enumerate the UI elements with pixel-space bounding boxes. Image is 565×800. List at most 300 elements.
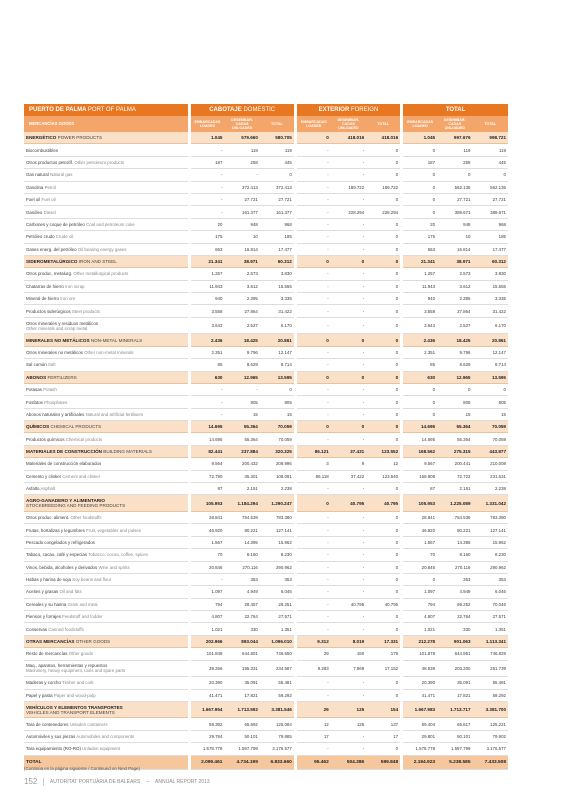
goods-label — [24, 396, 189, 408]
goods-label-en: IRON AND STEEL — [78, 259, 117, 265]
value-cell: 330 — [224, 623, 259, 635]
goods-label-en: Petrol — [44, 184, 57, 190]
goods-label-en: Other minerals and scrap metal — [26, 325, 88, 331]
value-cell: 189.722 — [366, 181, 401, 193]
value-cell: 794 — [402, 598, 437, 610]
goods-label-en: NON-METAL MINERALS — [90, 337, 143, 343]
value-cell: 46.920 — [189, 524, 224, 536]
value-cell: 968 — [260, 218, 295, 230]
value-cell: 0 — [366, 144, 401, 156]
value-cell: - — [331, 549, 366, 561]
value-cell: 0 — [402, 573, 437, 585]
value-cell: 9.796 — [224, 346, 259, 358]
value-cell: 0 — [366, 231, 401, 243]
goods-label — [24, 169, 189, 181]
goods-label-es: Otros produc. metalurg. — [26, 271, 73, 277]
cabotaje-header: CABOTAJE DOMESTIC — [189, 104, 295, 116]
goods-label-es: Otros productos petrolíf. — [26, 159, 74, 165]
goods-label-es: Asfalto — [26, 486, 40, 492]
goods-label — [24, 317, 189, 334]
table-row — [24, 561, 508, 573]
value-cell: 70.059 — [260, 421, 295, 433]
value-cell: - — [331, 511, 366, 523]
value-cell: - — [295, 743, 330, 755]
value-cell: 794 — [189, 598, 224, 610]
value-cell: 270.116 — [224, 561, 259, 573]
value-cell: 2.238 — [473, 483, 509, 495]
goods-label — [24, 743, 189, 755]
goods-label-es: Cemento y clinker — [26, 473, 62, 479]
value-cell: - — [189, 206, 224, 218]
value-cell: 55.364 — [224, 433, 259, 445]
value-cell: 5.238.585 — [437, 755, 472, 769]
value-cell: 1.021 — [402, 623, 437, 635]
goods-label — [24, 231, 189, 243]
value-cell: 212.278 — [402, 635, 437, 647]
value-cell: - — [295, 293, 330, 305]
goods-label-es: Tabaco, cacao, café y especias — [26, 552, 88, 558]
table-row — [24, 268, 508, 280]
value-cell: 200.432 — [224, 458, 259, 470]
goods-label-es: Gasolina — [26, 184, 44, 190]
value-cell: 9.796 — [437, 346, 472, 358]
value-cell: 29.784 — [189, 730, 224, 742]
value-cell: 0 — [402, 206, 437, 218]
value-cell: 15 — [260, 408, 295, 420]
goods-label — [24, 383, 189, 395]
value-cell: 2.194.923 — [402, 755, 437, 769]
table-row — [24, 743, 508, 755]
value-cell: 50.101 — [437, 730, 472, 742]
value-cell: 0 — [366, 193, 401, 205]
value-cell: 125.084 — [260, 718, 295, 730]
value-cell: - — [331, 743, 366, 755]
value-cell: 48.539 — [402, 660, 437, 677]
value-cell: 0 — [366, 371, 401, 383]
table-row — [24, 383, 508, 395]
value-cell: 125 — [331, 718, 366, 730]
table-row — [24, 598, 508, 610]
value-cell: 746.829 — [473, 648, 509, 660]
value-cell: 14.695 — [189, 433, 224, 445]
value-cell: 154 — [366, 701, 401, 718]
goods-label-es: ENERGÉTICO — [26, 135, 57, 141]
value-cell: 9.283 — [295, 660, 330, 677]
value-cell: 0 — [366, 334, 401, 346]
value-cell: 22.764 — [224, 611, 259, 623]
value-cell: - — [295, 346, 330, 358]
value-cell: 9.567 — [402, 458, 437, 470]
value-cell: 1.257 — [189, 268, 224, 280]
value-cell: 3.643 — [189, 317, 224, 334]
value-cell: - — [295, 169, 330, 181]
footer-report: ANNUAL REPORT 2013 — [155, 778, 210, 785]
value-cell: 187 — [189, 156, 224, 168]
value-cell: 21.341 — [189, 255, 224, 267]
value-cell: 6.046 — [260, 586, 295, 598]
table-row — [24, 396, 508, 408]
goods-label-es: Frutas, hortalizas y legumbres — [26, 527, 85, 533]
goods-label-en: Unladen containers — [69, 721, 108, 727]
value-cell: 0 — [295, 255, 330, 267]
value-cell: 72.790 — [189, 470, 224, 482]
goods-label-en: Iron scrap — [65, 283, 85, 289]
value-cell: - — [295, 144, 330, 156]
table-row — [24, 611, 508, 623]
col-loaded: EMBARCADAS LOADED — [295, 116, 330, 132]
port-title: PUERTO DE PALMA PORT OF PALMA — [24, 104, 189, 116]
value-cell: 9.564 — [189, 458, 224, 470]
footer-separator-dash: – — [146, 778, 150, 785]
value-cell: 1.021 — [189, 623, 224, 635]
value-cell: 11.943 — [402, 280, 437, 292]
value-cell: 663 — [189, 243, 224, 255]
value-cell: 0 — [331, 334, 366, 346]
value-cell: - — [331, 144, 366, 156]
value-cell: 15.555 — [473, 280, 509, 292]
value-cell: 86.121 — [295, 445, 330, 457]
page-number: 152 — [24, 777, 38, 786]
table-row — [24, 623, 508, 635]
table-row — [24, 718, 508, 730]
value-cell: 1.331.042 — [473, 495, 509, 512]
value-cell: - — [295, 623, 330, 635]
value-cell: - — [331, 231, 366, 243]
table-row — [24, 156, 508, 168]
value-cell: 0 — [331, 421, 366, 433]
value-cell: 185 — [260, 231, 295, 243]
value-cell: 18.425 — [224, 334, 259, 346]
value-cell: 2.573 — [224, 268, 259, 280]
goods-label — [24, 433, 189, 445]
value-cell: 187 — [402, 156, 437, 168]
value-cell: 4.949 — [437, 586, 472, 598]
goods-label-es: Biocombustibles — [26, 147, 58, 153]
value-cell: 562.135 — [473, 181, 509, 193]
value-cell: 59.292 — [260, 689, 295, 701]
value-cell: 17.152 — [366, 660, 401, 677]
value-cell: 3.612 — [437, 280, 472, 292]
value-cell: 20.390 — [189, 677, 224, 689]
value-cell: - — [331, 483, 366, 495]
value-cell: 69.252 — [437, 598, 472, 610]
value-cell: 258 — [224, 156, 259, 168]
goods-label — [24, 144, 189, 156]
value-cell: 86.118 — [295, 470, 330, 482]
value-cell: 85 — [189, 359, 224, 371]
port-statistics-table — [24, 104, 508, 770]
value-cell: 0 — [295, 132, 330, 144]
value-cell: 12.965 — [437, 371, 472, 383]
goods-label-es: Gasóleo — [26, 209, 43, 215]
goods-label-es: Otros minerales no metálicos — [26, 349, 83, 355]
value-cell: - — [331, 561, 366, 573]
value-cell: 17 — [295, 730, 330, 742]
value-cell: 202.966 — [189, 635, 224, 647]
value-cell: - — [295, 206, 330, 218]
goods-label — [24, 268, 189, 280]
value-cell: 22.764 — [437, 611, 472, 623]
value-cell: 8.714 — [473, 359, 509, 371]
goods-label — [24, 511, 189, 523]
goods-label — [24, 573, 189, 585]
value-cell: 1.184.294 — [224, 495, 259, 512]
value-cell: 119 — [224, 144, 259, 156]
goods-label-en: Chemical products — [65, 436, 103, 442]
value-cell: 28.841 — [402, 511, 437, 523]
goods-label-es: Automóviles y sus piezas — [26, 733, 76, 739]
value-cell: 237.884 — [224, 445, 259, 457]
value-cell: 20.390 — [402, 677, 437, 689]
exterior-header: EXTERIOR FOREIGN — [295, 104, 401, 116]
value-cell: 210.008 — [473, 458, 509, 470]
value-cell: 330 — [437, 623, 472, 635]
value-cell: 28.457 — [224, 598, 259, 610]
value-cell: 8.019 — [331, 635, 366, 647]
value-cell: 38.971 — [224, 255, 259, 267]
value-cell: 1.578.778 — [189, 743, 224, 755]
value-cell: - — [331, 433, 366, 445]
table-row — [24, 359, 508, 371]
value-cell: - — [295, 231, 330, 243]
value-cell: - — [331, 280, 366, 292]
value-cell: - — [331, 623, 366, 635]
value-cell: 9.312 — [295, 635, 330, 647]
value-cell: 70.059 — [473, 421, 509, 433]
value-cell: 0 — [366, 280, 401, 292]
value-cell: 20 — [402, 218, 437, 230]
value-cell: - — [331, 611, 366, 623]
value-cell: 119 — [473, 144, 509, 156]
value-cell: - — [331, 396, 366, 408]
value-cell: 228.294 — [366, 206, 401, 218]
value-cell: 59.404 — [402, 718, 437, 730]
value-cell: 37.422 — [331, 470, 366, 482]
goods-label-en: Paper and wood-pulp — [53, 692, 96, 698]
value-cell: 70 — [189, 549, 224, 561]
value-cell: 3.176.577 — [473, 743, 509, 755]
value-cell: 1.225.089 — [437, 495, 472, 512]
value-cell: 14.395 — [437, 536, 472, 548]
value-cell: 0 — [402, 169, 437, 181]
value-cell: 0 — [366, 536, 401, 548]
category-row — [24, 371, 508, 383]
value-cell: 200.441 — [437, 458, 472, 470]
goods-label-en: Phosphates — [44, 399, 68, 405]
value-cell: 3 — [295, 458, 330, 470]
goods-label-es: Gas natural — [26, 172, 49, 178]
value-cell: - — [295, 408, 330, 420]
value-cell: 108.091 — [260, 470, 295, 482]
goods-label-es: Chatarras de hierro — [26, 283, 64, 289]
goods-label-es: QUÍMICOS — [26, 424, 50, 430]
goods-label — [24, 495, 189, 512]
value-cell: 119 — [437, 144, 472, 156]
goods-label-en: Asphalt — [40, 486, 56, 492]
goods-label — [24, 193, 189, 205]
value-cell: 60.312 — [473, 255, 509, 267]
value-cell: 783.380 — [260, 511, 295, 523]
value-cell: 29.251 — [260, 598, 295, 610]
value-cell: 663 — [402, 243, 437, 255]
value-cell: 27.721 — [224, 193, 259, 205]
goods-label — [24, 280, 189, 292]
goods-label-es: Productos siderúrgicos — [26, 308, 71, 314]
value-cell: 2.395 — [224, 293, 259, 305]
value-cell: 8.629 — [437, 359, 472, 371]
value-cell: 72.723 — [437, 470, 472, 482]
value-cell: 0 — [366, 169, 401, 181]
value-cell: 179 — [366, 648, 401, 660]
value-cell: 0 — [437, 383, 472, 395]
table-row — [24, 536, 508, 548]
table-body — [24, 132, 508, 769]
value-cell: 0 — [366, 421, 401, 433]
value-cell: 11.943 — [189, 280, 224, 292]
value-cell: - — [331, 268, 366, 280]
value-cell: 228.294 — [331, 206, 366, 218]
value-cell: 0 — [366, 573, 401, 585]
table-row — [24, 305, 508, 317]
goods-label-es: Resto de mercancías — [26, 651, 68, 657]
goods-label-es: Maderas y corcho — [26, 680, 61, 686]
goods-label-en: Canned foodstuffs — [48, 626, 84, 632]
value-cell: 87 — [402, 483, 437, 495]
goods-label-es: Gases energ. del petróleo — [26, 246, 77, 252]
value-cell: 20.846 — [189, 561, 224, 573]
goods-label-en: Soy beans and flour — [72, 577, 112, 583]
category-row — [24, 701, 508, 718]
value-cell: 35.091 — [437, 677, 472, 689]
goods-label-en: VEHICLES AND TRANSPORT ELEMENTS — [26, 709, 115, 715]
value-cell: 125.221 — [473, 718, 509, 730]
value-cell: 55.481 — [473, 677, 509, 689]
value-cell: - — [331, 573, 366, 585]
value-cell: 1.713.717 — [437, 701, 472, 718]
value-cell: 168.562 — [402, 445, 437, 457]
goods-label-es: Materiales de construcción elaborados — [26, 461, 102, 467]
value-cell: 0 — [366, 218, 401, 230]
value-cell: 6.170 — [473, 317, 509, 334]
value-cell: 59.292 — [473, 689, 509, 701]
value-cell: 1.597.799 — [437, 743, 472, 755]
value-cell: 0 — [295, 371, 330, 383]
goods-label — [24, 483, 189, 495]
value-cell: 8.230 — [473, 549, 509, 561]
value-cell: 2.436 — [189, 334, 224, 346]
value-cell: 123.552 — [366, 445, 401, 457]
table-row — [24, 346, 508, 358]
goods-label-en: Other non-metal minerals — [84, 349, 134, 355]
value-cell: 8.230 — [260, 549, 295, 561]
goods-label-en: BUILDING MATERIALS — [103, 449, 152, 455]
value-cell: 31.422 — [473, 305, 509, 317]
goods-label-es: Mineral de hierro — [26, 296, 59, 302]
goods-label — [24, 598, 189, 610]
value-cell: 0 — [366, 317, 401, 334]
value-cell: 353 — [473, 573, 509, 585]
value-cell: 40.795 — [331, 598, 366, 610]
goods-label-es: Vinos, bebida, alcoholes y derivados — [26, 564, 98, 570]
value-cell: 2.527 — [224, 317, 259, 334]
value-cell: 0 — [402, 193, 437, 205]
goods-label-en: POWER PRODUCTS — [57, 135, 103, 141]
value-cell: 20.846 — [402, 561, 437, 573]
value-cell: 105.953 — [189, 495, 224, 512]
goods-label — [24, 255, 189, 267]
goods-label — [24, 623, 189, 635]
goods-label-en: Tobacco, cocoa, coffee, spices — [88, 552, 148, 558]
value-cell: 504.386 — [331, 755, 366, 769]
goods-label-en: Unladen equipment — [82, 746, 121, 752]
goods-label-en: Grain and meal — [67, 601, 98, 607]
goods-label-en: Crude oil — [55, 234, 74, 240]
value-cell: 4.734.199 — [224, 755, 259, 769]
value-cell: 372.413 — [224, 181, 259, 193]
value-cell: 0 — [402, 408, 437, 420]
goods-label-en: Potash — [43, 387, 57, 393]
value-cell: 1.351 — [473, 623, 509, 635]
value-cell: 445 — [260, 156, 295, 168]
goods-label — [24, 305, 189, 317]
col-unloaded: DESEMBAR-CADAS UNLOADED — [224, 116, 259, 132]
value-cell: 389.671 — [473, 206, 509, 218]
value-cell: - — [295, 193, 330, 205]
value-cell: 16.814 — [437, 243, 472, 255]
col-loaded: EMBARCADAS LOADED — [189, 116, 224, 132]
value-cell: 41.471 — [402, 689, 437, 701]
value-cell: 0 — [331, 371, 366, 383]
category-row — [24, 635, 508, 647]
goods-label-en: OTHER GOODS — [75, 639, 111, 645]
value-cell: 65.692 — [224, 718, 259, 730]
value-cell: 6.046 — [473, 586, 509, 598]
value-cell: 29.801 — [402, 730, 437, 742]
goods-label-es: Carbones y coque de petróleo — [26, 221, 85, 227]
value-cell: 158.908 — [402, 470, 437, 482]
goods-label — [24, 524, 189, 536]
value-cell: 0 — [366, 511, 401, 523]
value-cell: 231.631 — [473, 470, 509, 482]
value-cell: 2.151 — [437, 483, 472, 495]
col-unloaded: DESEMBAR-CADAS UNLOADED — [331, 116, 366, 132]
value-cell: 644.951 — [437, 648, 472, 660]
value-cell: - — [189, 144, 224, 156]
value-cell: 21.341 — [402, 255, 437, 267]
value-cell: 2.151 — [224, 483, 259, 495]
value-cell: 8.160 — [437, 549, 472, 561]
value-cell: - — [224, 383, 259, 395]
value-cell: - — [295, 511, 330, 523]
value-cell: - — [295, 218, 330, 230]
value-cell: 0 — [366, 549, 401, 561]
value-cell: - — [295, 280, 330, 292]
category-row — [24, 445, 508, 457]
value-cell: - — [189, 181, 224, 193]
value-cell: 805 — [260, 396, 295, 408]
goods-label-en: Salt — [47, 362, 56, 368]
value-cell: - — [331, 293, 366, 305]
value-cell: 754.539 — [224, 511, 259, 523]
value-cell: 4.807 — [402, 611, 437, 623]
value-cell: 15.555 — [260, 280, 295, 292]
value-cell: 3.612 — [224, 280, 259, 292]
value-cell: - — [295, 611, 330, 623]
table-row — [24, 573, 508, 585]
value-cell: 0 — [366, 433, 401, 445]
table-row — [24, 470, 508, 482]
value-cell: 27.721 — [260, 193, 295, 205]
